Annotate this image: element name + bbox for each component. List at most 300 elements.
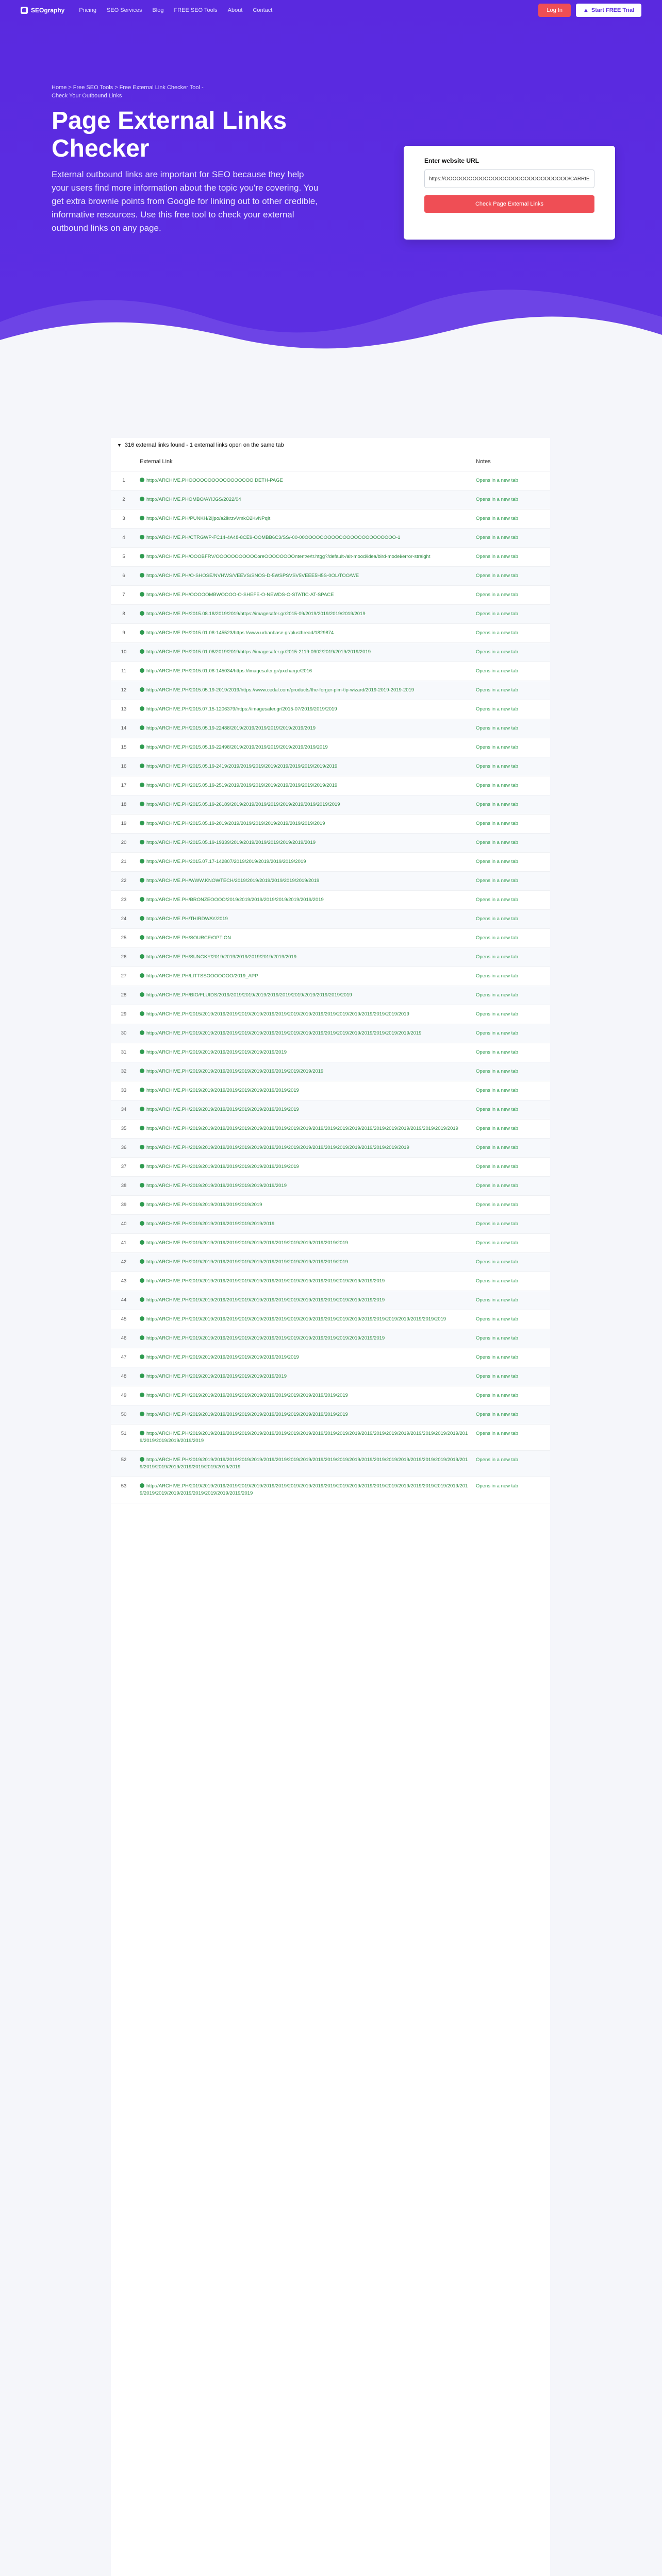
row-number: 6: [111, 567, 137, 586]
external-link-url[interactable]: http://ARCHIVE.PH/2019/2019/2019/2019/2019/2019/2019/2019/2019/2019/2019: [146, 1069, 324, 1074]
link-note: Opens in a new tab: [473, 1272, 550, 1291]
nav-link-blog[interactable]: Blog: [152, 7, 164, 13]
globe-icon: [140, 897, 144, 902]
external-link-url[interactable]: http://ARCHIVE.PH/O-SHOSE/NVHWS/VEEVS/SNOS-D-5WSPSVSV5VEEE5H5S-0OL/TOO/WE: [146, 573, 359, 579]
link-note: Opens in a new tab: [473, 490, 550, 510]
link-note: Opens in a new tab: [473, 738, 550, 757]
table-row: [111, 1291, 550, 1310]
link-note: Opens in a new tab: [473, 986, 550, 1005]
link-note: Opens in a new tab: [473, 1215, 550, 1234]
globe-icon: [140, 649, 144, 654]
rocket-icon: ▲: [583, 7, 589, 13]
page-intro: External outbound links are important for SEO because they help your users find more information about the topic you're covering. You get extra brownie points from Google for linking out to other credible, informative resources. Use this free tool to check your external outbound links on any page.: [52, 170, 319, 233]
link-note: Opens in a new tab: [473, 548, 550, 567]
table-row: [111, 700, 550, 719]
nav-link-seo-services[interactable]: SEO Services: [106, 7, 142, 13]
external-link[interactable]: [137, 1215, 473, 1234]
row-number: 18: [111, 795, 137, 815]
row-number: 30: [111, 1024, 137, 1043]
globe-icon: [140, 935, 144, 940]
link-note: Opens in a new tab: [473, 1291, 550, 1310]
table-row: [111, 815, 550, 834]
row-number: 12: [111, 681, 137, 700]
link-note: Opens in a new tab: [473, 662, 550, 681]
external-link[interactable]: [137, 719, 473, 738]
table-row: [111, 1215, 550, 1234]
external-link-url[interactable]: http://ARCHIVE.PH/2019/2019/2019/2019/2019/2019/2019/2019/2019/2019/2019/2019/2019/2019/2019/2019/2019/2019: [146, 1145, 409, 1150]
row-number: 26: [111, 948, 137, 967]
external-link[interactable]: [137, 1043, 473, 1062]
external-link[interactable]: [137, 1451, 473, 1477]
row-number: 8: [111, 605, 137, 624]
row-number: 35: [111, 1120, 137, 1139]
external-link-url[interactable]: http://ARCHIVE.PH/SUNGKY/2019/2019/2019/2019/2019/2019/2019: [146, 954, 297, 960]
link-note: Opens in a new tab: [473, 1348, 550, 1367]
external-link-url[interactable]: http://ARCHIVE.PH/OOOBFRV/OOOOOOOOOOCoreOOOOOOOOntent/e/tr.htgg?/default-/alt-mood/idea/bird-model/error-straight: [146, 554, 431, 560]
external-link-url[interactable]: http://ARCHIVE.PH/2019/2019/2019/2019/2019/2019/2019/2019: [146, 1049, 287, 1055]
external-link-url[interactable]: http://ARCHIVE.PH/2015.05.19-2519/2019/2019/2019/2019/2019/2019/2019/2019/2019: [146, 783, 338, 788]
link-note: Opens in a new tab: [473, 624, 550, 643]
row-number: 32: [111, 1062, 137, 1081]
globe-icon: [140, 1316, 144, 1321]
globe-icon: [140, 1431, 144, 1435]
row-number: 2: [111, 490, 137, 510]
external-link[interactable]: [137, 567, 473, 586]
external-link[interactable]: [137, 872, 473, 891]
nav-link-pricing[interactable]: Pricing: [79, 7, 96, 13]
row-number: 46: [111, 1329, 137, 1348]
external-link-url[interactable]: http://ARCHIVE.PH/CTRGWP-FC14-4A48-8CE9-OOMBB6C3/SS/-00-00OOOOOOOOOOOOOOOOOOOOOOOO-1: [146, 535, 401, 540]
external-link[interactable]: [137, 700, 473, 719]
external-link[interactable]: [137, 1062, 473, 1081]
table-row: [111, 1451, 550, 1477]
start-trial-label: Start FREE Trial: [591, 7, 634, 13]
col-number-header: [111, 452, 137, 471]
globe-icon: [140, 1393, 144, 1397]
breadcrumb-current: Free External Link Checker Tool - Check Your Outbound Links: [52, 84, 204, 99]
table-row: [111, 1367, 550, 1386]
table-row: [111, 834, 550, 853]
link-note: Opens in a new tab: [473, 967, 550, 986]
external-link[interactable]: [137, 815, 473, 834]
external-link[interactable]: [137, 1253, 473, 1272]
globe-icon: [140, 1011, 144, 1016]
table-row: [111, 662, 550, 681]
external-link[interactable]: [137, 529, 473, 548]
table-row: [111, 529, 550, 548]
link-note: Opens in a new tab: [473, 872, 550, 891]
external-link[interactable]: [137, 471, 473, 490]
globe-icon: [140, 1259, 144, 1264]
table-row: [111, 853, 550, 872]
external-link-url[interactable]: http://ARCHIVE.PH/2019/2019/2019/2019/2019/2019/2019/2019: [146, 1374, 287, 1379]
row-number: 28: [111, 986, 137, 1005]
external-link[interactable]: [137, 1348, 473, 1367]
external-link[interactable]: [137, 891, 473, 910]
globe-icon: [140, 1107, 144, 1111]
col-notes-header: Notes: [473, 452, 550, 471]
row-number: 29: [111, 1005, 137, 1024]
brand-logo[interactable]: [21, 7, 64, 14]
external-link-url[interactable]: http://ARCHIVE.PH/2019/2019/2019/2019/2019/2019/2019/2019/2019/2019/2019/2019/2019/2019/2019/2019: [146, 1278, 385, 1284]
globe-icon: [140, 744, 144, 749]
table-row: [111, 1477, 550, 1503]
col-external-link-header: External Link: [137, 452, 473, 471]
brand-name: SEOgraphy: [31, 7, 65, 14]
globe-icon: [140, 859, 144, 863]
external-link[interactable]: [137, 1405, 473, 1425]
external-link-url[interactable]: http://ARCHIVE.PH/OOOOOMBWOOOO-O-SHEFE-O-NEWDS-O-STATIC-AT-SPACE: [146, 592, 334, 598]
breadcrumb-free-seo-tools[interactable]: Free SEO Tools: [73, 84, 113, 91]
external-link-url[interactable]: http://ARCHIVE.PH/2015.05.19-2419/2019/2019/2019/2019/2019/2019/2019/2019/2019: [146, 764, 338, 769]
external-link[interactable]: [137, 776, 473, 795]
external-link[interactable]: [137, 605, 473, 624]
hero: [0, 0, 662, 371]
row-number: 21: [111, 853, 137, 872]
link-note: Opens in a new tab: [473, 853, 550, 872]
external-link-url[interactable]: http://ARCHIVE.PH/2015/2019/2019/2019/2019/2019/2019/2019/2019/2019/2019/2019/2019/2019/2019/2019/2019/2019: [146, 1011, 409, 1017]
link-note: Opens in a new tab: [473, 948, 550, 967]
globe-icon: [140, 516, 144, 520]
external-link[interactable]: [137, 853, 473, 872]
external-link[interactable]: [137, 910, 473, 929]
row-number: 50: [111, 1405, 137, 1425]
external-link[interactable]: [137, 681, 473, 700]
external-link-url[interactable]: http://ARCHIVE.PH/2019/2019/2019/2019/2019/2019/2019/2019/2019/2019/2019/2019/2019/2019/2019/2019: [146, 1297, 385, 1303]
row-number: 7: [111, 586, 137, 605]
external-link-url[interactable]: http://ARCHIVE.PH/2019/2019/2019/2019/2019/2019/2019/2019/2019/2019/2019/2019/2019/2019/2019/2019/2019/2019/2019/2019/2019: [146, 1316, 446, 1322]
external-link[interactable]: [137, 643, 473, 662]
globe-icon: [140, 1412, 144, 1416]
row-number: 47: [111, 1348, 137, 1367]
external-link[interactable]: [137, 1386, 473, 1405]
external-link[interactable]: [137, 1100, 473, 1120]
external-link[interactable]: [137, 948, 473, 967]
external-link-url[interactable]: http://ARCHIVE.PH/2019/2019/2019/2019/2019/2019/2019/2019/2019/2019/2019/2019/2019/2019/2019/2019/2019/2019/2019/2019/2019/2019/2019/2019/2019/2019/2019/2019/2019/2019/2019: [140, 1457, 468, 1470]
row-number: 1: [111, 471, 137, 490]
row-number: 39: [111, 1196, 137, 1215]
row-number: 44: [111, 1291, 137, 1310]
external-link[interactable]: [137, 986, 473, 1005]
globe-icon: [140, 1145, 144, 1149]
external-link[interactable]: [137, 1081, 473, 1100]
nav-link-contact[interactable]: Contact: [253, 7, 273, 13]
table-row: [111, 795, 550, 815]
breadcrumb-separator: >: [68, 84, 72, 91]
link-note: Opens in a new tab: [473, 929, 550, 948]
external-link[interactable]: [137, 1158, 473, 1177]
external-link-url[interactable]: http://ARCHIVE.PH/2019/2019/2019/2019/2019/2019/2019/2019/2019/2019/2019/2019/2019: [146, 1412, 348, 1417]
link-note: Opens in a new tab: [473, 567, 550, 586]
external-link[interactable]: [137, 624, 473, 643]
link-note: Opens in a new tab: [473, 1196, 550, 1215]
external-link-url[interactable]: http://ARCHIVE.PH/PUNKH/2Ijpo/a2lkrzvVmkO2KvNPqIt: [146, 516, 271, 521]
table-row: [111, 567, 550, 586]
nav-actions: [538, 4, 641, 17]
row-number: 49: [111, 1386, 137, 1405]
row-number: 38: [111, 1177, 137, 1196]
external-link-url[interactable]: http://ARCHIVE.PH/2019/2019/2019/2019/2019/2019/2019/2019/2019: [146, 1354, 299, 1360]
external-link[interactable]: [137, 510, 473, 529]
table-row: [111, 1081, 550, 1100]
results-summary[interactable]: [111, 438, 550, 452]
table-row: [111, 1405, 550, 1425]
external-link[interactable]: [137, 1120, 473, 1139]
globe-icon: [140, 573, 144, 578]
link-note: Opens in a new tab: [473, 776, 550, 795]
globe-icon: [140, 1374, 144, 1378]
external-link[interactable]: [137, 967, 473, 986]
globe-icon: [140, 783, 144, 787]
external-link[interactable]: [137, 586, 473, 605]
external-link-url[interactable]: http://ARCHIVE.PH/SOURCE/OPTION: [146, 935, 231, 941]
breadcrumb: [52, 83, 217, 100]
login-button[interactable]: Log In: [538, 4, 571, 17]
external-link[interactable]: [137, 757, 473, 776]
external-link[interactable]: [137, 1005, 473, 1024]
external-link-url[interactable]: http://ARCHIVE.PH/LITTSSOOOOOOO/2019_APP: [146, 973, 258, 979]
table-row: [111, 490, 550, 510]
top-nav: [0, 0, 662, 21]
globe-icon: [140, 1088, 144, 1092]
external-link-url[interactable]: http://ARCHIVE.PH/2015.01.08-145034/https://imagesafer.gr/pxcharge/2016: [146, 668, 312, 674]
table-row: [111, 1348, 550, 1367]
row-number: 19: [111, 815, 137, 834]
nav-link-free-seo-tools[interactable]: FREE SEO Tools: [174, 7, 218, 13]
external-link-url[interactable]: http://ARCHIVE.PH/2019/2019/2019/2019/2019/2019/2019/2019/2019/2019/2019/2019/2019/2019/2019/2019/2019/2019/2019/2019/2019/2019/2019/2019/2019/2019/2019/2019/2019/2019/2019/2019: [140, 1483, 468, 1496]
row-number: 41: [111, 1234, 137, 1253]
external-link[interactable]: [137, 795, 473, 815]
link-note: Opens in a new tab: [473, 1005, 550, 1024]
row-number: 45: [111, 1310, 137, 1329]
row-number: 40: [111, 1215, 137, 1234]
row-number: 43: [111, 1272, 137, 1291]
table-row: [111, 681, 550, 700]
external-link-url[interactable]: http://ARCHIVE.PH/2015.01.08-145523/https://www.urbanbase.gr/plusthread/1829874: [146, 630, 334, 636]
external-link-url[interactable]: http://ARCHIVE.PH/2015.05.19-19339/2019/2019/2019/2019/2019/2019/2019: [146, 840, 316, 845]
globe-icon: [140, 497, 144, 501]
website-url-input[interactable]: [424, 170, 594, 188]
external-link[interactable]: [137, 1177, 473, 1196]
external-link[interactable]: [137, 1139, 473, 1158]
table-row: [111, 986, 550, 1005]
external-link[interactable]: [137, 662, 473, 681]
globe-icon: [140, 840, 144, 844]
external-link-url[interactable]: http://ARCHIVE.PH/2019/2019/2019/2019/2019/2019/2019/2019/2019/2019/2019/2019/2019/2019/2019/2019/2019/2019/2019/2019/2019/2019/2019/2019/2019/2019/2019/2019: [140, 1431, 468, 1444]
page-title: Page External Links Checker: [52, 107, 287, 162]
external-link-url[interactable]: http://ARCHIVE.PHOOOOOOOOOOOOOOOOO DETH-PAGE: [146, 478, 283, 483]
row-number: 16: [111, 757, 137, 776]
globe-icon: [140, 611, 144, 616]
globe-icon: [140, 668, 144, 673]
external-link[interactable]: [137, 1291, 473, 1310]
globe-icon: [140, 1240, 144, 1245]
external-link-url[interactable]: http://ARCHIVE.PH/2019/2019/2019/2019/2019/2019: [146, 1202, 262, 1208]
table-row: [111, 605, 550, 624]
row-number: 15: [111, 738, 137, 757]
table-row: [111, 967, 550, 986]
globe-icon: [140, 630, 144, 635]
row-number: 11: [111, 662, 137, 681]
row-number: 20: [111, 834, 137, 853]
globe-icon: [140, 764, 144, 768]
external-link-url[interactable]: http://ARCHIVE.PH/2019/2019/2019/2019/2019/2019/2019/2019/2019/2019/2019/2019/2019: [146, 1240, 348, 1246]
external-link-url[interactable]: http://ARCHIVE.PH/2019/2019/2019/2019/2019/2019/2019/2019/2019/2019/2019/2019/2019: [146, 1259, 348, 1265]
table-row: [111, 1386, 550, 1405]
external-link[interactable]: [137, 490, 473, 510]
globe-icon: [140, 973, 144, 978]
row-number: 5: [111, 548, 137, 567]
link-note: Opens in a new tab: [473, 757, 550, 776]
external-link[interactable]: [137, 834, 473, 853]
link-note: Opens in a new tab: [473, 1451, 550, 1477]
globe-icon: [140, 478, 144, 482]
external-link-url[interactable]: http://ARCHIVE.PH/2019/2019/2019/2019/2019/2019/2019/2019/2019/2019/2019/2019/2019/2019/2019/2019: [146, 1335, 385, 1341]
external-link-url[interactable]: http://ARCHIVE.PH/WWW.KNOWTECH/2019/2019/2019/2019/2019/2019/2019: [146, 878, 320, 884]
table-row: [111, 1234, 550, 1253]
table-row: [111, 1272, 550, 1291]
row-number: 53: [111, 1477, 137, 1503]
external-link-url[interactable]: http://ARCHIVE.PH/THIRDWAY/2019: [146, 916, 228, 922]
nav-link-about[interactable]: About: [227, 7, 243, 13]
external-link-url[interactable]: http://ARCHIVE.PH/2019/2019/2019/2019/2019/2019/2019/2019/2019: [146, 1107, 299, 1112]
link-note: Opens in a new tab: [473, 471, 550, 490]
table-row: [111, 929, 550, 948]
external-link-url[interactable]: http://ARCHIVE.PH/2015.05.19-22498/2019/2019/2019/2019/2019/2019/2019/2019: [146, 744, 328, 750]
row-number: 37: [111, 1158, 137, 1177]
table-row: [111, 624, 550, 643]
external-link-url[interactable]: http://ARCHIVE.PH/2015.05.19-22488/2019/2019/2019/2019/2019/2019/2019: [146, 725, 316, 731]
globe-icon: [140, 1069, 144, 1073]
table-row: [111, 719, 550, 738]
table-row: [111, 586, 550, 605]
external-link[interactable]: [137, 1272, 473, 1291]
globe-icon: [140, 706, 144, 711]
link-note: Opens in a new tab: [473, 510, 550, 529]
row-number: 52: [111, 1451, 137, 1477]
row-number: 14: [111, 719, 137, 738]
results-summary-text: 316 external links found - 1 external links open on the same tab: [124, 442, 284, 448]
results-panel: [111, 438, 550, 2576]
row-number: 17: [111, 776, 137, 795]
row-number: 22: [111, 872, 137, 891]
external-link-url[interactable]: http://ARCHIVE.PH/2019/2019/2019/2019/2019/2019/2019/2019/2019: [146, 1088, 299, 1093]
row-number: 9: [111, 624, 137, 643]
external-link-url[interactable]: http://ARCHIVE.PH/2015.05.19-26189/2019/2019/2019/2019/2019/2019/2019/2019/2019: [146, 802, 340, 807]
external-link-url[interactable]: http://ARCHIVE.PH/BIO/FLUIDS/2019/2019/2019/2019/2019/2019/2019/2019/2019/2019/2019: [146, 992, 352, 998]
table-row: [111, 1024, 550, 1043]
external-link-url[interactable]: http://ARCHIVE.PH/2019/2019/2019/2019/2019/2019/2019/2019/2019/2019/2019/2019/2019: [146, 1393, 348, 1398]
link-note: Opens in a new tab: [473, 1367, 550, 1386]
link-note: Opens in a new tab: [473, 1120, 550, 1139]
globe-icon: [140, 535, 144, 539]
external-link[interactable]: [137, 1367, 473, 1386]
globe-icon: [140, 802, 144, 806]
link-note: Opens in a new tab: [473, 719, 550, 738]
external-link[interactable]: [137, 1425, 473, 1451]
link-note: Opens in a new tab: [473, 1477, 550, 1503]
link-note: Opens in a new tab: [473, 1081, 550, 1100]
link-note: Opens in a new tab: [473, 1386, 550, 1405]
link-note: Opens in a new tab: [473, 910, 550, 929]
external-link[interactable]: [137, 548, 473, 567]
row-number: 36: [111, 1139, 137, 1158]
table-row: [111, 1196, 550, 1215]
external-link-url[interactable]: http://ARCHIVE.PH/2019/2019/2019/2019/2019/2019/2019/2019/2019/2019/2019/2019/2019/2019/2019/2019/2019/2019/2019: [146, 1030, 422, 1036]
globe-icon: [140, 954, 144, 959]
row-number: 3: [111, 510, 137, 529]
table-row: [111, 1425, 550, 1451]
link-note: Opens in a new tab: [473, 795, 550, 815]
row-number: 13: [111, 700, 137, 719]
external-link-url[interactable]: http://ARCHIVE.PH/BRONZEOOOO/2019/2019/2019/2019/2019/2019/2019/2019: [146, 897, 324, 903]
globe-icon: [140, 1126, 144, 1130]
globe-icon: [140, 992, 144, 997]
globe-icon: [140, 1297, 144, 1302]
external-link[interactable]: [137, 1196, 473, 1215]
table-row: [111, 1158, 550, 1177]
external-link[interactable]: [137, 1329, 473, 1348]
external-link[interactable]: [137, 738, 473, 757]
row-number: 10: [111, 643, 137, 662]
row-number: 51: [111, 1425, 137, 1451]
link-note: Opens in a new tab: [473, 815, 550, 834]
globe-icon: [140, 1202, 144, 1207]
start-trial-button[interactable]: [576, 4, 641, 17]
link-note: Opens in a new tab: [473, 1177, 550, 1196]
external-link-url[interactable]: http://ARCHIVE.PH/2019/2019/2019/2019/2019/2019/2019/2019: [146, 1183, 287, 1189]
external-link[interactable]: [137, 1234, 473, 1253]
external-link-url[interactable]: http://ARCHIVE.PH/2015.07.15-1206379/https://imagesafer.gr/2015-07/2019/2019/2019: [146, 706, 337, 712]
external-link-url[interactable]: http://ARCHIVE.PH/2015.05.19-2019/2019/https://www.cedal.com/products/the-forger-pim-tip-wizard/2019-2019-2019-2019: [146, 687, 415, 693]
external-link-url[interactable]: http://ARCHIVE.PHOMBO/AYIJGS/2022/04: [146, 497, 241, 502]
globe-icon: [140, 1354, 144, 1359]
link-note: Opens in a new tab: [473, 1062, 550, 1081]
external-link[interactable]: [137, 1024, 473, 1043]
external-link-url[interactable]: http://ARCHIVE.PH/2019/2019/2019/2019/2019/2019/2019: [146, 1221, 275, 1227]
link-note: Opens in a new tab: [473, 834, 550, 853]
external-link[interactable]: [137, 1310, 473, 1329]
external-link-url[interactable]: http://ARCHIVE.PH/2015.07.17-142807/2019/2019/2019/2019/2019/2019: [146, 859, 306, 865]
external-link-url[interactable]: http://ARCHIVE.PH/2015.05.19-2019/2019/2019/2019/2019/2019/2019/2019/2019: [146, 821, 325, 826]
external-link-url[interactable]: http://ARCHIVE.PH/2015.08.18/2019/2019/https://imagesafer.gr/2015-09/2019/2019/2019/2019/2019: [146, 611, 366, 617]
globe-icon: [140, 878, 144, 883]
table-row: [111, 548, 550, 567]
globe-icon: [140, 592, 144, 597]
collapse-triangle-icon: ▼: [117, 443, 122, 448]
table-row: [111, 1310, 550, 1329]
globe-icon: [140, 1030, 144, 1035]
table-row: [111, 1005, 550, 1024]
external-link[interactable]: [137, 1477, 473, 1503]
logo-icon: [21, 7, 28, 14]
link-note: Opens in a new tab: [473, 1253, 550, 1272]
table-row: [111, 1120, 550, 1139]
link-note: Opens in a new tab: [473, 1158, 550, 1177]
external-link-url[interactable]: http://ARCHIVE.PH/2015.01.08/2019/2019/https://imagesafer.gr/2015-2119-0902/2019/2019/2019/2019: [146, 649, 371, 655]
check-links-button[interactable]: Check Page External Links: [424, 195, 594, 213]
external-link-url[interactable]: http://ARCHIVE.PH/2019/2019/2019/2019/2019/2019/2019/2019/2019/2019/2019/2019/2019/2019/2019/2019/2019/2019/2019/2019/2019/2019: [146, 1126, 458, 1131]
globe-icon: [140, 1049, 144, 1054]
globe-icon: [140, 916, 144, 921]
table-row: [111, 776, 550, 795]
table-row: [111, 948, 550, 967]
external-link-url[interactable]: http://ARCHIVE.PH/2019/2019/2019/2019/2019/2019/2019/2019/2019: [146, 1164, 299, 1170]
breadcrumb-home[interactable]: Home: [52, 84, 67, 91]
external-link[interactable]: [137, 929, 473, 948]
table-body: [111, 471, 550, 1503]
link-note: Opens in a new tab: [473, 605, 550, 624]
